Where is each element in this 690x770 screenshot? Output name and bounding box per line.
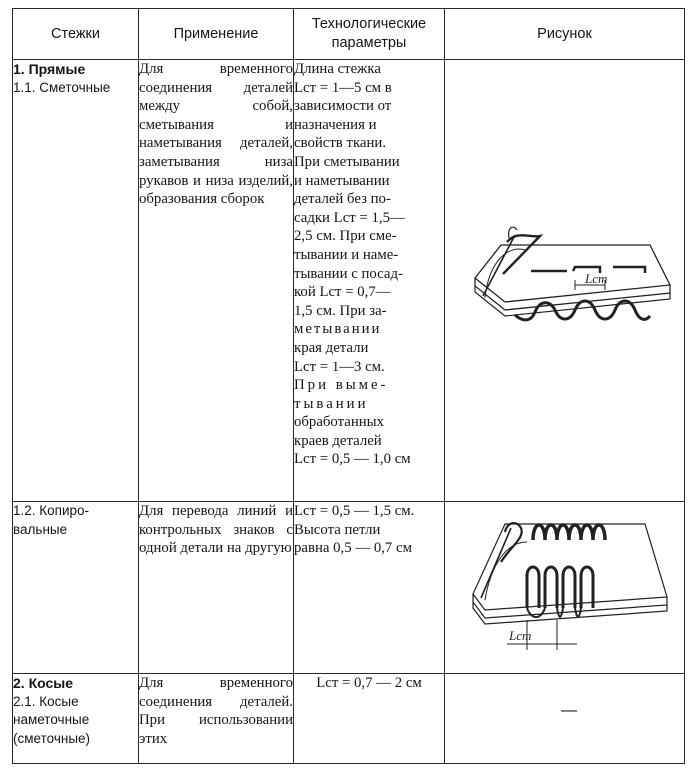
param-line: тывании bbox=[294, 395, 369, 412]
param-line: 2,5 см. При сме- bbox=[294, 228, 397, 245]
param-line: свойств ткани. bbox=[294, 135, 387, 152]
stitch-name-cell bbox=[13, 502, 139, 674]
param-line: деталей без по- bbox=[294, 191, 391, 208]
param-line: Lст = 1—5 см в bbox=[294, 79, 392, 96]
figure-label: Lст bbox=[585, 271, 608, 286]
table-row bbox=[13, 674, 685, 764]
params-cell bbox=[294, 502, 445, 674]
param-line: тывании и наме- bbox=[294, 246, 399, 263]
application-cell bbox=[139, 502, 294, 674]
param-line: Длина стежка bbox=[294, 61, 381, 77]
param-line: Lст = 1—3 см. bbox=[294, 358, 385, 375]
stitch-name: 2.1. Косые bbox=[13, 693, 79, 709]
param-line: Высота петли bbox=[294, 521, 381, 538]
param-line: 1,5 см. При за- bbox=[294, 302, 387, 319]
stitch-name-cell bbox=[13, 60, 139, 502]
header-params-line1: Технологические bbox=[311, 16, 427, 32]
param-line: обработанных bbox=[294, 414, 385, 431]
param-line: тывании с посад- bbox=[294, 265, 403, 282]
param-line: равна 0,5 — 0,7 см bbox=[294, 540, 412, 557]
param-line: метывании bbox=[294, 321, 382, 338]
param-line: Lст = 0,5 — 1,0 см bbox=[294, 451, 411, 468]
group-title: 2. Косые bbox=[13, 675, 74, 691]
application-text: Для временного соединения деталей между собой, сметывания и наметывания деталей, заметывания низа рукавов и низа изделий, образования сборок bbox=[139, 61, 293, 208]
figure-cell bbox=[445, 60, 685, 502]
param-line: Lст = 0,7 — 2 см bbox=[316, 675, 422, 691]
param-line: Lст = 0,5 — 1,5 см. bbox=[294, 503, 415, 519]
header-figure: Рисунок bbox=[445, 9, 685, 60]
header-application: Применение bbox=[139, 9, 294, 60]
param-line: кой Lст = 0,7— bbox=[294, 284, 391, 301]
figure-placeholder: — bbox=[561, 702, 577, 719]
stitch-table bbox=[12, 8, 685, 764]
table-row bbox=[13, 60, 685, 502]
param-line: края детали bbox=[294, 339, 369, 356]
stitch-name: (сметочные) bbox=[13, 730, 91, 746]
param-line: зависимости от bbox=[294, 98, 392, 115]
application-text: Для перевода линий и контрольных знаков с одной детали на другую bbox=[139, 503, 293, 557]
stitch-name: 1.1. Сметочные bbox=[13, 79, 111, 95]
table-row bbox=[13, 502, 685, 674]
tailor-tack-figure bbox=[445, 502, 683, 672]
header-params-line2: параметры bbox=[331, 35, 407, 51]
header-params bbox=[294, 9, 445, 60]
application-cell bbox=[139, 674, 294, 764]
stitch-name: наметочные bbox=[13, 712, 90, 728]
params-cell bbox=[294, 674, 445, 764]
figure-cell bbox=[445, 674, 685, 764]
param-line: и наметывании bbox=[294, 172, 390, 189]
param-line: краев деталей bbox=[294, 432, 382, 449]
stitch-name: 1.2. Копиро- bbox=[13, 503, 90, 518]
application-text: Для временного соединения деталей. При использовании этих bbox=[139, 675, 293, 747]
header-row bbox=[13, 9, 685, 60]
stitch-name: вальные bbox=[13, 521, 68, 537]
group-title: 1. Прямые bbox=[13, 61, 86, 77]
param-line: При выме- bbox=[294, 377, 389, 394]
header-stitches: Стежки bbox=[13, 9, 139, 60]
param-line: садки Lст = 1,5— bbox=[294, 209, 405, 226]
param-line: назначения и bbox=[294, 116, 377, 133]
figure-label: Lст bbox=[509, 628, 532, 643]
figure-cell bbox=[445, 502, 685, 674]
param-line: При сметывании bbox=[294, 153, 400, 170]
params-cell bbox=[294, 60, 445, 502]
stitch-name-cell bbox=[13, 674, 139, 764]
basting-stitch-figure bbox=[445, 60, 683, 500]
application-cell bbox=[139, 60, 294, 502]
